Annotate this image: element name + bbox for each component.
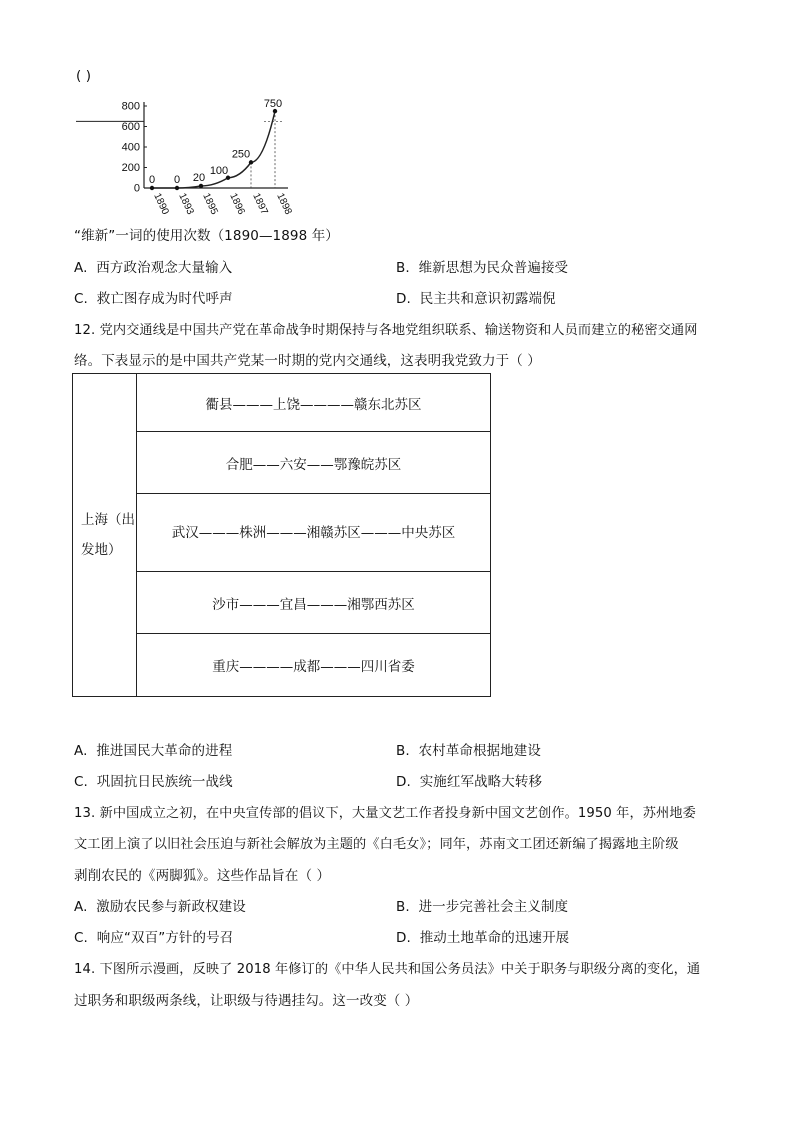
route-cell: 衢县———上饶————赣东北苏区 xyxy=(137,374,491,432)
q14-stem-line1: 14. 下图所示漫画，反映了 2018 年修订的《中华人民共和国公务员法》中关于职务与职级分离的变化，通 xyxy=(74,962,701,977)
option-label: B. xyxy=(396,899,410,915)
q13-stem-line2: 文工团上演了以旧社会压迫与新社会解放为主题的《白毛女》；同年，苏南文工团还新编了揭露地主阶级 xyxy=(74,837,679,852)
data-label: 20 xyxy=(192,171,206,184)
q13-option-a[interactable] xyxy=(74,895,246,915)
usage-line-chart xyxy=(70,92,300,222)
option-text: 民主共和意识初露端倪 xyxy=(419,291,556,307)
data-point xyxy=(150,186,154,190)
option-text: 激励农民参与新政权建设 xyxy=(96,899,246,915)
data-label: 0 xyxy=(148,174,156,186)
option-text: 巩固抗日民族统一战线 xyxy=(96,774,233,790)
option-label: A. xyxy=(74,743,88,759)
data-label: 0 xyxy=(173,174,181,186)
q11-option-b[interactable] xyxy=(396,256,568,276)
origin-cell: 上海（出发地） xyxy=(73,374,137,697)
option-text: 实施红军战略大转移 xyxy=(419,774,543,790)
option-text: 救亡图存成为时代呼声 xyxy=(96,291,233,307)
x-tick-label: 1897 xyxy=(250,191,270,217)
option-label: A. xyxy=(74,899,88,915)
data-label: 100 xyxy=(209,164,229,177)
option-text: 响应“双百”方针的号召 xyxy=(96,930,234,946)
q12-option-d[interactable] xyxy=(396,770,542,790)
q12-option-c[interactable] xyxy=(74,770,233,790)
y-tick-label: 800 xyxy=(121,100,140,113)
q12-stem-line2: 络。下表显示的是中国共产党某一时期的党内交通线，这表明我党致力于（ ） xyxy=(74,353,541,369)
y-tick-label: 400 xyxy=(121,141,140,154)
y-tick-label: 600 xyxy=(121,121,140,133)
option-text: 进一步完善社会主义制度 xyxy=(418,899,569,915)
x-tick-label: 1890 xyxy=(151,191,171,217)
data-label: 750 xyxy=(263,98,283,111)
option-text: 推动土地革命的迅速开展 xyxy=(419,930,570,946)
option-text: 推进国民大革命的进程 xyxy=(96,743,233,759)
q11-answer-paren: ( ) xyxy=(76,68,92,84)
data-point xyxy=(199,184,203,188)
option-label: D. xyxy=(396,930,411,946)
q13-option-b[interactable] xyxy=(396,895,568,915)
x-tick-label: 1898 xyxy=(274,191,294,217)
q13-stem-line3: 剥削农民的《两脚狐》。这些作品旨在（ ） xyxy=(74,868,331,884)
option-label: D. xyxy=(396,774,411,790)
option-label: B. xyxy=(396,260,410,276)
y-tick-label: 200 xyxy=(121,162,140,174)
data-point xyxy=(249,160,253,164)
q11-option-c[interactable] xyxy=(74,287,233,307)
option-label: D. xyxy=(396,291,411,307)
option-label: B. xyxy=(396,743,410,759)
q12-stem-line1: 12. 党内交通线是中国共产党在革命战争时期保持与各地党组织联系、输送物资和人员而建立的秘密交通网 xyxy=(74,323,698,338)
route-cell: 沙市———宜昌———湘鄂西苏区 xyxy=(137,572,491,634)
option-label: A. xyxy=(74,260,88,276)
q11-option-d[interactable] xyxy=(396,287,556,307)
option-text: 农村革命根据地建设 xyxy=(418,743,541,759)
option-label: C. xyxy=(74,930,88,946)
option-label: C. xyxy=(74,291,88,307)
q13-stem-line1: 13. 新中国成立之初，在中央宣传部的倡议下，大量文艺工作者投身新中国文艺创作。1950 年，苏州地委 xyxy=(74,806,696,821)
data-label: 250 xyxy=(231,148,251,161)
q14-stem-line2: 过职务和职级两条线，让职级与待遇挂勾。这一改变（ ） xyxy=(74,993,419,1009)
data-point xyxy=(175,186,179,190)
q12-option-b[interactable] xyxy=(396,739,541,759)
chart-caption: “维新”一词的使用次数（1890—1898 年） xyxy=(74,228,339,244)
option-label: C. xyxy=(74,774,88,790)
route-cell: 重庆————成都———四川省委 xyxy=(137,634,491,697)
x-tick-label: 1893 xyxy=(176,191,196,217)
option-text: 西方政治观念大量输入 xyxy=(96,260,233,276)
q13-option-d[interactable] xyxy=(396,926,569,946)
x-tick-label: 1895 xyxy=(200,191,220,217)
option-text: 维新思想为民众普遍接受 xyxy=(418,260,569,276)
route-cell: 合肥——六安——鄂豫皖苏区 xyxy=(137,432,491,494)
x-tick-label: 1896 xyxy=(227,191,247,217)
q11-option-a[interactable] xyxy=(74,256,232,276)
q13-option-c[interactable] xyxy=(74,926,233,946)
route-cell: 武汉———株洲———湘赣苏区———中央苏区 xyxy=(137,494,491,572)
y-tick-label: 0 xyxy=(133,182,140,195)
q12-option-a[interactable] xyxy=(74,739,232,759)
liaison-route-table xyxy=(72,373,491,697)
